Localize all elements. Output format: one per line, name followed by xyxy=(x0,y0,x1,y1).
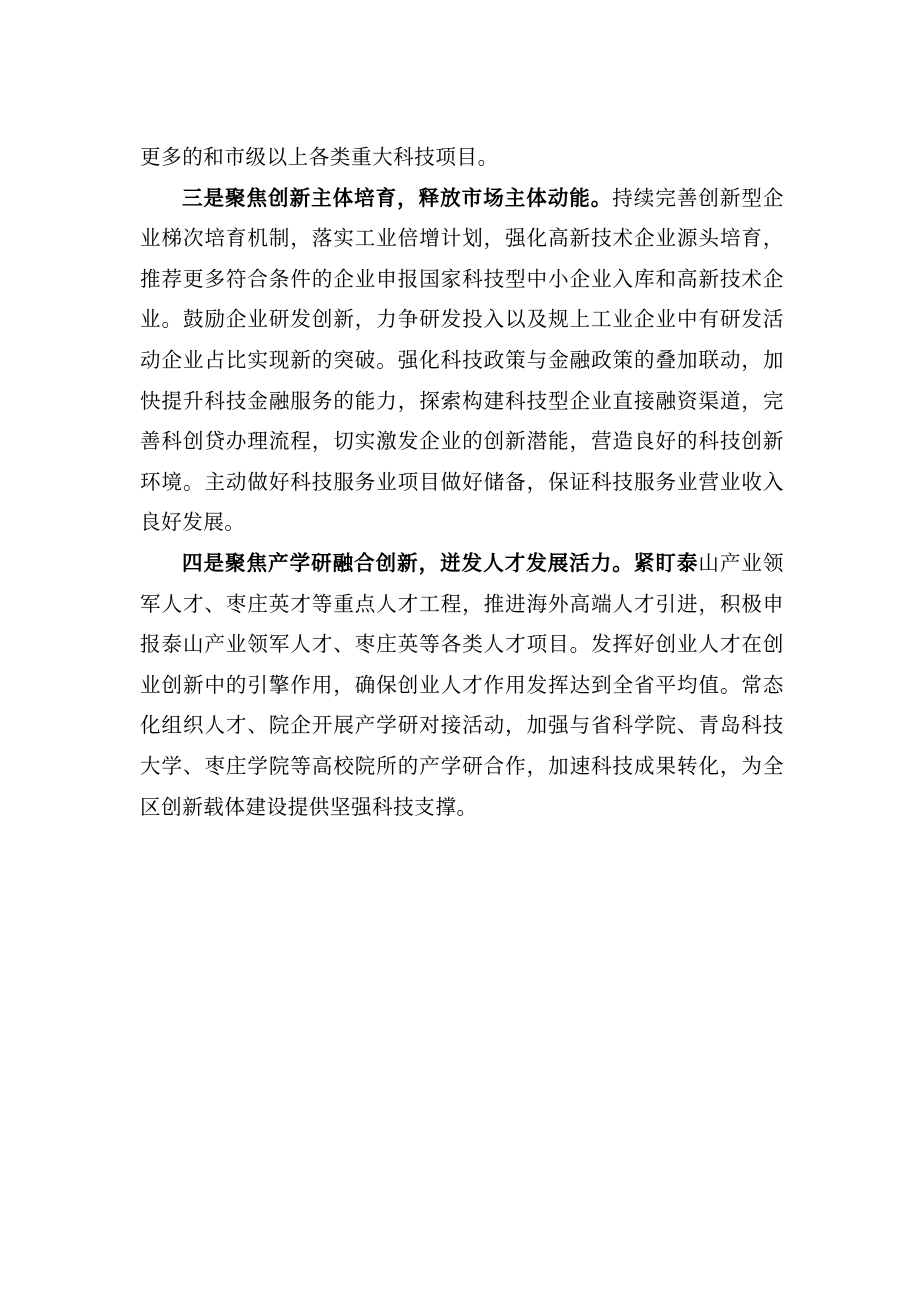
paragraph-body-three: 持续完善创新型企业梯次培育机制，落实工业倍增计划，强化高新技术企业源头培育，推荐更多符合条件的企业申报国家科技型中小企业入库和高新技术企业。鼓励企业研发创新，力争研发投入以及规上工业企业中有研发活动企业占比实现新的突破。强化科技政策与金融政策的叠加联动，加快提升科技金融服务的能力，探索构建科技型企业直接融资渠道，完善科创贷办理流程，切实激发企业的创新潜能，营造良好的科技创新环境。主动做好科技服务业项目做好储备，保证科技服务业营业收入良好发展。 xyxy=(140,185,784,535)
paragraph-section-four xyxy=(140,543,784,827)
paragraph-body: 更多的和市级以上各类重大科技项目。 xyxy=(140,145,499,169)
paragraph-heading-four: 四是聚焦产学研融合创新，迸发人才发展活力。紧盯泰 xyxy=(182,550,699,575)
paragraph-heading-three: 三是聚焦创新主体培育，释放市场主体动能。 xyxy=(182,185,613,210)
document-page xyxy=(140,137,784,827)
paragraph-continuation xyxy=(140,137,784,178)
paragraph-body-four: 山产业领军人才、枣庄英才等重点人才工程，推进海外高端人才引进，积极申报泰山产业领军人才、枣庄英等各类人才项目。发挥好创业人才在创业创新中的引擎作用，确保创业人才作用发挥达到全省平均值。常态化组织人才、院企开展产学研对接活动，加强与省科学院、青岛科技大学、枣庄学院等高校院所的产学研合作，加速科技成果转化，为全区创新载体建设提供坚强科技支撑。 xyxy=(140,550,784,819)
paragraph-section-three xyxy=(140,178,784,543)
